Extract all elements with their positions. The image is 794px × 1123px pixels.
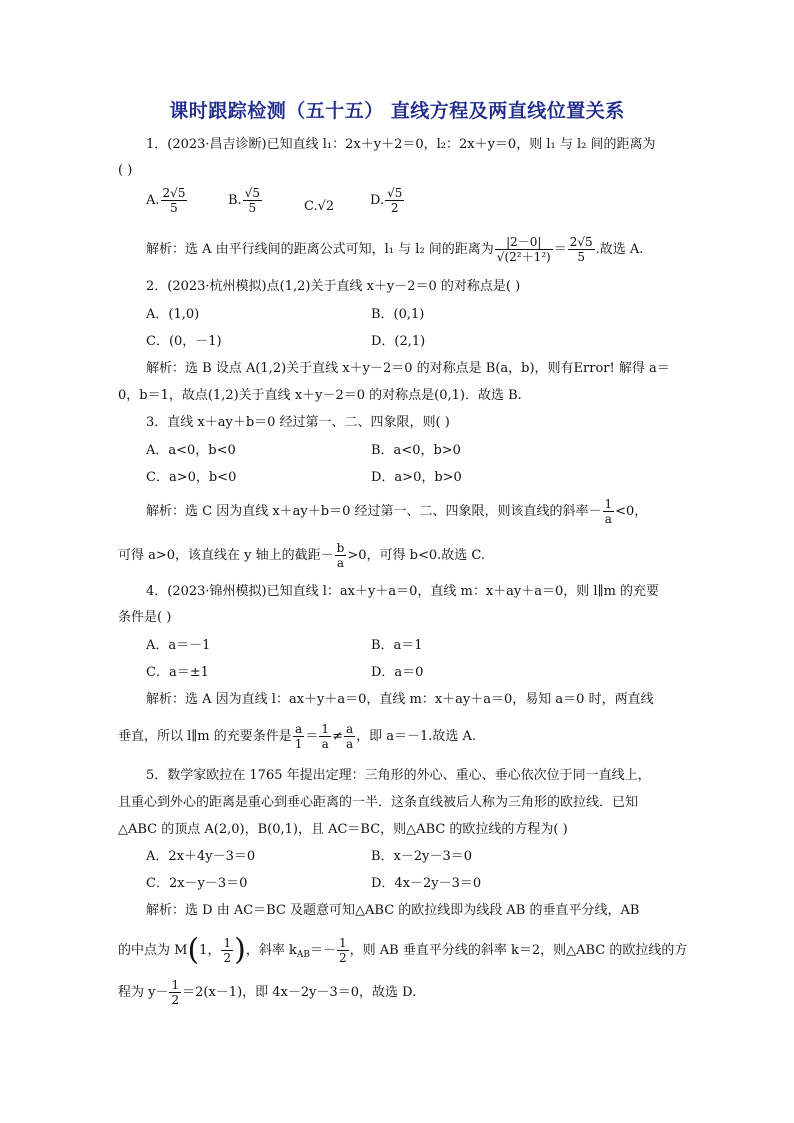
q3-solution-line1: 解析：选 C 因为直线 x＋ay＋b＝0 经过第一、二、四象限，则该直线的斜率－ $\frac{1}{a}$ <0， xyxy=(146,497,648,526)
q5-stem-line3: △ABC 的顶点 A(2,0)，B(0,1)，且 AC＝BC，则△ABC 的欧拉线的方程为( ) xyxy=(118,822,568,837)
q2-option-c: C．(0，－1) xyxy=(146,334,222,349)
q5-solution-line2: 的中点为 M(1， $\frac{1}{2}$ )，斜率 $k_{AB}=-$ $\frac{1}{2}$ ，则 AB 垂直平分线的斜率 k＝2，则△ABC 的欧拉线的方 xyxy=(118,932,688,968)
q5-option-a: A．2x＋4y－3＝0 xyxy=(146,849,256,864)
q5-stem-line2: 且重心到外心的距离是重心到垂心距离的一半．这条直线被后人称为三角形的欧拉线．已知 xyxy=(118,795,639,810)
q1-stem: 1．(2023·昌吉诊断)已知直线 l₁：2x＋y＋2＝0，l₂：2x＋y＝0，则 l₁ 与 l₂ 间的距离为 xyxy=(146,137,656,152)
q4-option-b: B．a＝1 xyxy=(371,638,423,653)
q5-option-b: B．x－2y－3＝0 xyxy=(371,849,473,864)
q1-option-c: C.√2 xyxy=(304,199,335,214)
q2-stem: 2．(2023·杭州模拟)点(1,2)关于直线 x＋y－2＝0 的对称点是( ) xyxy=(146,279,521,294)
q3-option-d: D．a>0，b>0 xyxy=(371,470,462,485)
q4-option-d: D．a＝0 xyxy=(371,665,424,680)
q4-stem-line1: 4．(2023·锦州模拟)已知直线 l：ax＋y＋a＝0，直线 m：x＋ay＋a＝0，则 l∥m 的充要 xyxy=(146,584,660,599)
q4-option-a: A．a＝－1 xyxy=(146,638,211,653)
page-title: 课时跟踪检测（五十五） 直线方程及两直线位置关系 xyxy=(169,100,625,122)
q4-solution-line2: 垂直，所以 l∥m 的充要条件是 $\frac{a}{1}$ ＝ $\frac{1}{a}$ ≠ $\frac{a}{a}$ ，即 a＝－1.故选 A. xyxy=(118,722,477,751)
q2-solution-line2: 0，b＝1，故点(1,2)关于直线 x＋y－2＝0 的对称点是(0,1)．故选 B. xyxy=(118,388,522,403)
q1-stem-bracket: ( ) xyxy=(118,163,133,178)
q3-option-a: A．a<0，b<0 xyxy=(146,443,236,458)
q3-solution-line2: 可得 a>0，该直线在 y 轴上的截距－ $\frac{b}{a}$ >0，可得 b<0.故选 C. xyxy=(118,541,486,570)
q2-option-d: D．(2,1) xyxy=(371,334,426,349)
q2-option-b: B．(0,1) xyxy=(371,307,425,322)
q1-option-d: D. $\frac{√5}{2}$ xyxy=(370,186,403,215)
q3-option-c: C．a>0，b<0 xyxy=(146,470,237,485)
q1-option-a: A. $\frac{2√5}{5}$ xyxy=(146,186,186,215)
q5-solution-line3: 程为 y－ $\frac{1}{2}$ ＝2(x－1)，即 4x－2y－3＝0，故选 D. xyxy=(118,978,417,1007)
q3-stem: 3．直线 x＋ay＋b＝0 经过第一、二、四象限，则( ) xyxy=(146,415,450,430)
q4-solution-line1: 解析：选 A 因为直线 l：ax＋y＋a＝0，直线 m：x＋ay＋a＝0，易知 a＝0 时，两直线 xyxy=(146,692,654,707)
q2-option-a: A．(1,0) xyxy=(146,307,200,322)
q5-option-d: D．4x－2y－3＝0 xyxy=(371,876,482,891)
q5-option-c: C．2x－y－3＝0 xyxy=(146,876,248,891)
q4-option-c: C．a＝±1 xyxy=(146,665,209,680)
q2-solution-line1: 解析：选 B 设点 A(1,2)关于直线 x＋y－2＝0 的对称点是 B(a，b)，则有Error! 解得 a＝ xyxy=(146,361,670,376)
q1-solution: 解析：选 A 由平行线间的距离公式可知，l₁ 与 l₂ 间的距离为 $\frac{|2-0|}{\text{√(2²＋1²)}}$ ＝ $\frac{2√5}{5}$ .故选 A. xyxy=(146,235,644,264)
q3-option-b: B．a<0，b>0 xyxy=(371,443,461,458)
q5-stem-line1: 5．数学家欧拉在 1765 年提出定理：三角形的外心、重心、垂心依次位于同一直线上， xyxy=(146,768,651,783)
q1-option-b: B. $\frac{√5}{5}$ xyxy=(228,186,260,215)
q5-solution-line1: 解析：选 D 由 AC＝BC 及题意可知△ABC 的欧拉线即为线段 AB 的垂直平分线，AB xyxy=(146,903,640,918)
q4-stem-line2: 条件是( ) xyxy=(118,610,172,625)
